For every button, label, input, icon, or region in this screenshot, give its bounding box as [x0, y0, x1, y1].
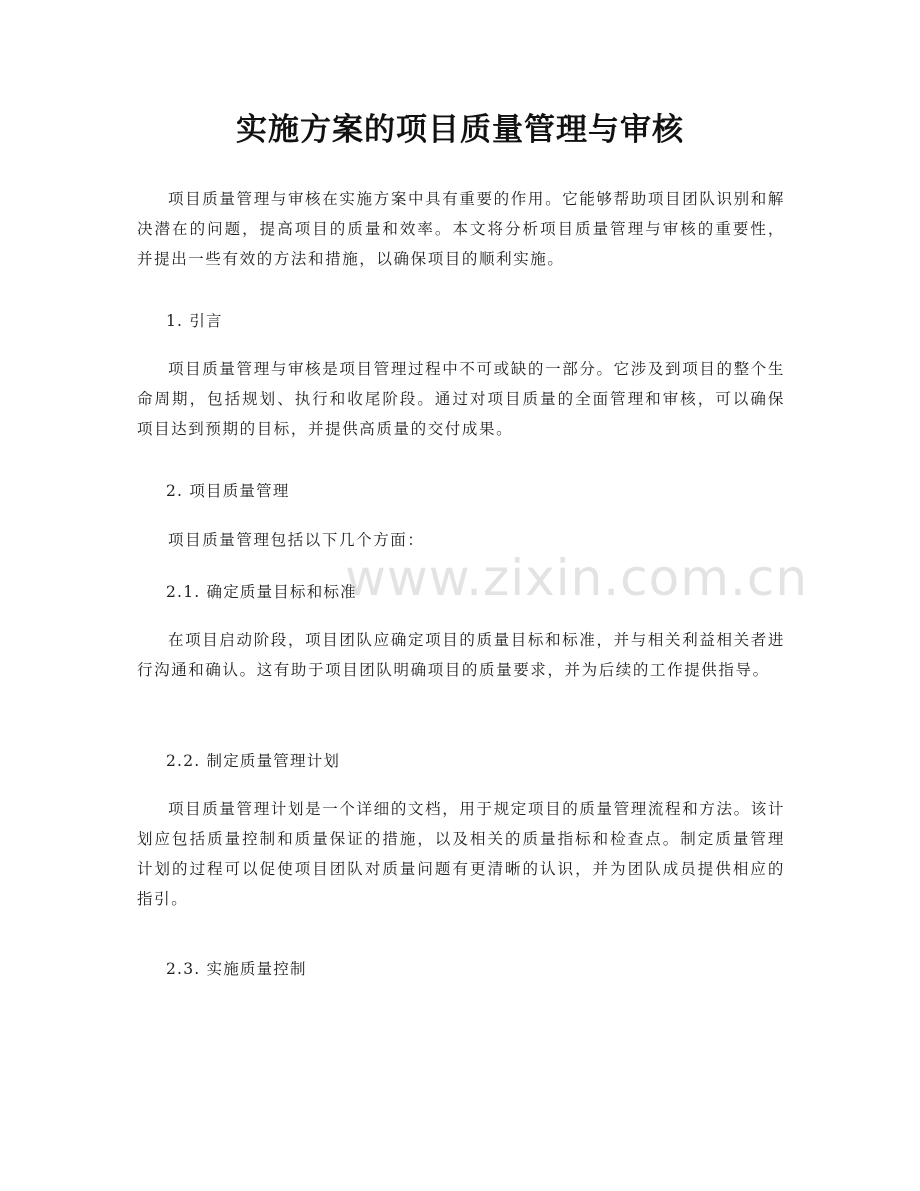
document-title: 实施方案的项目质量管理与审核: [236, 112, 684, 148]
section-2-2-paragraph: 项目质量管理计划是一个详细的文档，用于规定项目的质量管理流程和方法。该计划应包括质量控制和质量保证的措施，以及相关的质量指标和检查点。制定质量管理计划的过程可以促使项目团队对质量问题有更清晰的认识，并为团队成员提供相应的指引。: [137, 800, 785, 908]
watermark-text: www.zixin.com.cn: [345, 549, 809, 607]
section-heading-2: 2. 项目质量管理: [166, 482, 290, 500]
section-1-paragraph: 项目质量管理与审核是项目管理过程中不可或缺的一部分。它涉及到项目的整个生命周期，包括规划、执行和收尾阶段。通过对项目质量的全面管理和审核，可以确保项目达到预期的目标，并提供高质量的交付成果。: [137, 360, 785, 438]
section-heading-2-3: 2.3. 实施质量控制: [166, 960, 307, 978]
section-heading-1: 1. 引言: [166, 312, 223, 330]
intro-paragraph: 项目质量管理与审核在实施方案中具有重要的作用。它能够帮助项目团队识别和解决潜在的问题，提高项目的质量和效率。本文将分析项目质量管理与审核的重要性，并提出一些有效的方法和措施，以确保项目的顺利实施。: [137, 190, 785, 268]
section-heading-2-1: 2.1. 确定质量目标和标准: [166, 583, 357, 601]
section-2-intro-paragraph: 项目质量管理包括以下几个方面：: [168, 531, 425, 549]
section-heading-2-2: 2.2. 制定质量管理计划: [166, 752, 341, 770]
section-2-1-paragraph: 在项目启动阶段，项目团队应确定项目的质量目标和标准，并与相关利益相关者进行沟通和确认。这有助于项目团队明确项目的质量要求，并为后续的工作提供指导。: [137, 631, 785, 679]
